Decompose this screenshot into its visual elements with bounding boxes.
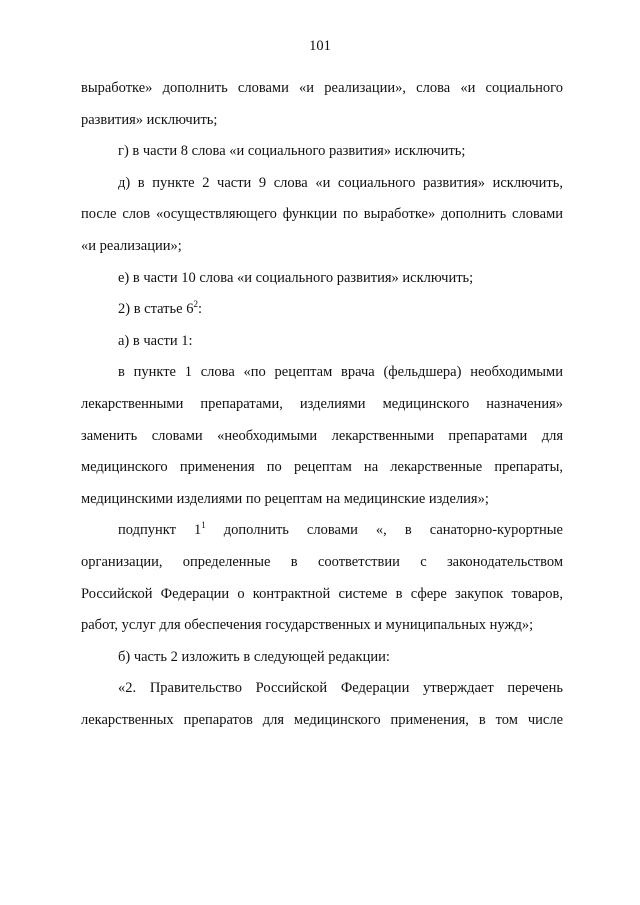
text-fragment: : (197, 301, 202, 318)
text-fragment: подпункт 1 (118, 522, 202, 539)
text-line: «2. Правительство Российской Федерации утверждает перечень (118, 680, 563, 697)
text-line: «и реализации»; (81, 237, 182, 254)
text-line: медицинскими изделиями по рецептам на медицинские изделия»; (81, 490, 489, 507)
text-line: работ, услуг для обеспечения государственных и муниципальных нужд»; (81, 617, 534, 634)
text-line: развития» исключить; (81, 111, 218, 128)
page-number: 101 (309, 38, 331, 54)
text-line: е) в части 10 слова «и социального развития» исключить; (118, 269, 474, 286)
text-line: в пункте 1 слова «по рецептам врача (фельдшера) необходимыми (118, 364, 563, 381)
text-line: д) в пункте 2 части 9 слова «и социального развития» исключить, (118, 174, 563, 191)
document-body (81, 73, 563, 736)
text-line: лекарственными препаратами, изделиями медицинского назначения» (81, 395, 563, 412)
text-line: б) часть 2 изложить в следующей редакции: (118, 648, 390, 665)
text-line: а) в части 1: (118, 332, 193, 349)
text-line: г) в части 8 слова «и социального развития» исключить; (118, 143, 466, 160)
text-line (81, 515, 563, 547)
text-line: медицинского применения по рецептам на лекарственные препараты, (81, 459, 563, 476)
text-line (81, 294, 563, 326)
text-fragment: дополнить словами «, в санаторно-курортные (205, 522, 563, 539)
text-line: лекарственных препаратов для медицинского применения, в том числе (81, 711, 563, 728)
text-line: выработке» дополнить словами «и реализации», слова «и социального (81, 80, 563, 96)
text-fragment: 2) в статье 6 (118, 301, 194, 318)
superscript: 1 (201, 520, 206, 531)
text-line: после слов «осуществляющего функции по выработке» дополнить словами (81, 206, 563, 223)
superscript: 2 (193, 299, 198, 310)
text-line: организации, определенные в соответствии с законодательством (81, 553, 563, 570)
text-line: заменить словами «необходимыми лекарственными препаратами для (81, 427, 563, 444)
text-line: Российской Федерации о контрактной системе в сфере закупок товаров, (81, 585, 563, 602)
